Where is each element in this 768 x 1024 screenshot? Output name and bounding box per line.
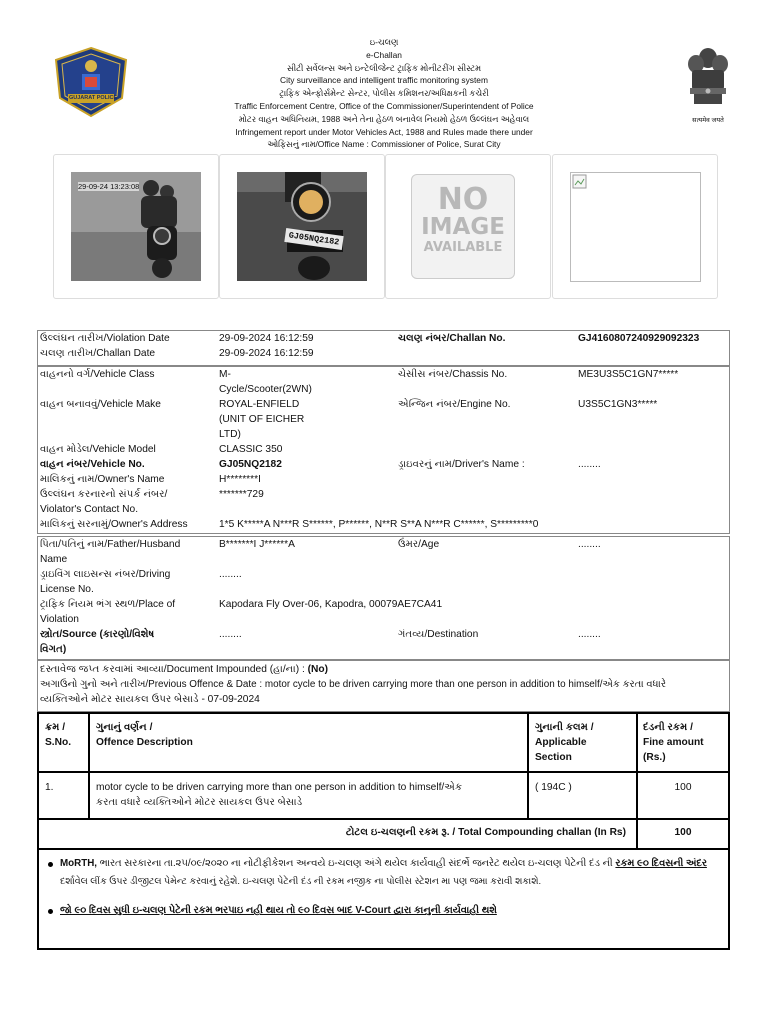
chassis-value: ME3U3S5C1GN7***** — [578, 369, 679, 380]
col-divider-2 — [527, 713, 529, 819]
emblem-motto: सत्यमेव जयते — [692, 117, 724, 124]
header-line-9: ઓફિસનું નામ/Office Name : Commissioner of Police, Surat City — [267, 139, 501, 150]
number-plate: GJ05NQ2182 — [284, 228, 343, 250]
owner-name-label: માલિકનું નામ/Owner's Name — [40, 474, 165, 485]
header-fine-2: Fine amount — [643, 737, 704, 748]
violation-photo-1[interactable] — [71, 172, 201, 281]
challan-no-value: GJ4160807240929092323 — [578, 333, 700, 344]
vehicle-make-value-1: ROYAL-ENFIELD — [219, 399, 300, 410]
license-label-1: ડ્રાઇવિંગ લાઇસન્સ નંબર/Driving — [40, 569, 171, 580]
document-impounded-value: (No) — [307, 664, 329, 675]
header-line-7: મોટર વાહન અધિનિયમ, 1988 અને તેના હેઠળ બનાવેલ નિયમો હેઠળ ઉલ્લંઘન અહેવાલ — [238, 113, 530, 124]
driver-name-label: ડ્રાઇવરનું નામ/Driver's Name : — [398, 459, 525, 470]
vehicle-class-value-2: Cycle/Scooter(2WN) — [219, 384, 312, 395]
row-desc-1: motor cycle to be driven carrying more than one person in addition to himself/એક — [96, 782, 463, 793]
header-line-3: સીટી સર્વેલન્સ અને ઇન્ટેલીજેન્ટ ટ્રાફિક મોનીટરીંગ સીસ્ટમ — [286, 62, 482, 73]
owner-address-label: માલિકનું સરનામું/Owner's Address — [40, 519, 188, 530]
row-fine: 100 — [674, 782, 692, 793]
no-image-line-1: NO — [437, 182, 489, 217]
note-1-line-2: દર્શાવેલ લીંક ઉપર ડીજીટલ પેમેન્ટ કરવાનું રહેશે. ઇ-ચલણ પેટેની દંડ ની રકમ નજીક ના પોલીસ સ્ટેશન મા પણ જમા કરાવી શકાશે. — [60, 875, 542, 886]
gujarat-police-logo — [52, 46, 130, 118]
header-text — [150, 36, 618, 151]
age-label: ઉંમર/Age — [398, 539, 440, 550]
col-divider-1 — [88, 713, 90, 819]
note-1-bold: MoRTH, — [60, 858, 98, 869]
driver-name-value: ........ — [578, 459, 601, 470]
place-label-2: Violation — [40, 614, 79, 625]
chassis-label: ચેસીસ નંબર/Chassis No. — [398, 369, 508, 380]
engine-value: U3S5C1GN3***** — [578, 399, 658, 410]
header-line-5: ટ્રાફિક એન્ફોર્સમેન્ટ સેન્ટર, પોલીસ કમિશનર/અધિક્ષકની કચેરી — [279, 88, 489, 99]
header-fine-3: (Rs.) — [643, 752, 666, 763]
broken-image-icon — [572, 174, 588, 190]
contact-value: *******729 — [219, 489, 264, 500]
vehicle-no-value: GJ05NQ2182 — [219, 459, 282, 470]
vehicle-make-value-3: LTD) — [219, 429, 241, 440]
previous-offence-line-2: વ્યક્તિઓને મોટર સાયકલ ઉપર બેસાડે - 07-09-2024 — [40, 694, 260, 705]
no-image-placeholder — [411, 174, 515, 279]
vehicle-class-label: વાહનનો વર્ગ/Vehicle Class — [40, 369, 155, 380]
document-impounded-label: દસ્તાવેજ જપ્ત કરવામાં આવ્યા/Document Impounded (હા/ના) : — [40, 664, 308, 675]
vehicle-class-value-1: M- — [219, 369, 231, 380]
header-line-8: Infringement report under Motor Vehicles Act, 1988 and Rules made there under — [235, 126, 533, 137]
age-value: ........ — [578, 539, 601, 550]
engine-label: એન્જિન નંબર/Engine No. — [398, 399, 511, 410]
bullet-icon — [48, 862, 53, 867]
father-name-label-1: પિતા/પતિનું નામ/Father/Husband — [40, 539, 181, 550]
place-label-1: ટ્રાફિક નિયમ ભંગ સ્થળ/Place of — [40, 599, 176, 610]
note-1-line-1 — [60, 857, 707, 872]
broken-image — [570, 172, 701, 282]
owner-address-value: 1*5 K*****A N***R S******, P******, N**R S**A N***R C******, S*********0 — [219, 519, 539, 530]
row-section: ( 194C ) — [535, 782, 572, 793]
vehicle-make-label: વાહન બનાવવું/Vehicle Make — [40, 399, 161, 410]
header-line-4: City surveillance and intelligent traffic monitoring system — [280, 75, 488, 86]
photo-card-2 — [219, 154, 385, 299]
photo-timestamp: 29-09-24 13:23:08 — [78, 182, 140, 191]
license-label-2: License No. — [40, 584, 94, 595]
row-desc-2: કરતા વધારે વ્યક્તિઓને મોટર સાયકલ ઉપર બેસાડે — [96, 797, 303, 808]
challan-date-value: 29-09-2024 16:12:59 — [219, 348, 314, 359]
contact-label-2: Violator's Contact No. — [40, 504, 139, 515]
no-image-line-2: IMAGE — [421, 214, 505, 240]
father-name-value: B*******I J******A — [219, 539, 295, 550]
logo-text: GUJARAT POLICE — [69, 95, 118, 101]
header-line-1: ઇ-ચલણ — [369, 37, 399, 47]
destination-value: ........ — [578, 629, 601, 640]
header-desc-2: Offence Description — [96, 737, 193, 748]
source-label-1: સ્ત્રોત/Source (કારણો/વિશેષ — [40, 629, 155, 640]
challan-no-label: ચલણ નંબર/Challan No. — [398, 333, 506, 344]
challan-date-label: ચલણ તારીખ/Challan Date — [40, 348, 156, 359]
vehicle-model-value: CLASSIC 350 — [219, 444, 283, 455]
total-value: 100 — [674, 827, 692, 838]
place-value: Kapodara Fly Over-06, Kapodra, 00079AE7CA41 — [219, 599, 443, 610]
license-value: ........ — [219, 569, 242, 580]
note-1-emphasis: રકમ ૯૦ દિવસની અંદર — [615, 858, 707, 869]
ashoka-emblem-icon — [684, 44, 732, 108]
previous-offence-line-1: અગાઉનો ગુનો અને તારીખ/Previous Offence & Date : motor cycle to be driven carrying more than one person in addition to himself/એક કરતા વધારે — [40, 679, 666, 690]
header-section-3: Section — [535, 752, 572, 763]
note-2: જો ૯૦ દિવસ સુધી ઇ-ચલણ પેટેની રકમ ભરપાઇ નહી થાય તો ૯૦ દિવસ બાદ V-Court દ્વારા કાનુની કાર્યવાહી થશે — [60, 905, 497, 916]
father-name-label-2: Name — [40, 554, 68, 565]
total-label: ટોટલ ઇ-ચલણની રકમ રૂ. / Total Compounding challan (In Rs) — [345, 827, 626, 838]
no-image-line-3: AVAILABLE — [423, 240, 503, 255]
header-section-1: ગુનાની કલમ / — [535, 722, 594, 733]
violation-date-value: 29-09-2024 16:12:59 — [219, 333, 314, 344]
row-divider-2 — [38, 818, 729, 820]
document-impounded — [40, 663, 328, 678]
header-section-2: Applicable — [535, 737, 587, 748]
header-desc-1: ગુનાનું વર્ણન / — [96, 722, 153, 733]
contact-label-1: ઉલ્લંઘન કરનારનો સંપર્ક નંબર/ — [40, 489, 168, 500]
header-line-6: Traffic Enforcement Centre, Office of the Commissioner/Superintendent of Police — [234, 100, 534, 111]
note-1-text: ભારત સરકારના તા.૨૫/૦૯/૨૦૨૦ ના નોટીફીકેશન અન્વયે ઇ-ચલણ અંગે થયેલ કાર્યવાહી સંદર્ભે જનરેટ થયેલ ઇ-ચલણ પેટેની દંડ ની — [97, 858, 613, 869]
violation-date-label: ઉલ્લંઘન તારીખ/Violation Date — [40, 333, 170, 344]
source-label-2: વિગત) — [40, 644, 67, 655]
photo-card-1 — [53, 154, 219, 299]
bullet-icon — [48, 909, 53, 914]
header-fine-1: દંડની રકમ / — [643, 722, 693, 733]
header-sno-2: S.No. — [45, 737, 72, 748]
vehicle-make-value-2: (UNIT OF EICHER — [219, 414, 305, 425]
vehicle-no-label: વાહન નંબર/Vehicle No. — [40, 459, 145, 470]
national-emblem — [683, 44, 733, 124]
photo-card-3 — [385, 154, 551, 299]
destination-label: ગંતવ્ય/Destination — [398, 629, 479, 640]
header-line-2: e-Challan — [366, 49, 402, 60]
row-divider-1 — [38, 771, 729, 773]
header-sno-1: ક્રમ / — [45, 722, 66, 733]
source-value: ........ — [219, 629, 242, 640]
photo-card-4 — [552, 154, 718, 299]
owner-name-value: H********I — [219, 474, 261, 485]
violation-photo-2[interactable] — [237, 172, 367, 281]
row-sno: 1. — [45, 782, 54, 793]
vehicle-model-label: વાહન મોડેલ/Vehicle Model — [40, 444, 156, 455]
